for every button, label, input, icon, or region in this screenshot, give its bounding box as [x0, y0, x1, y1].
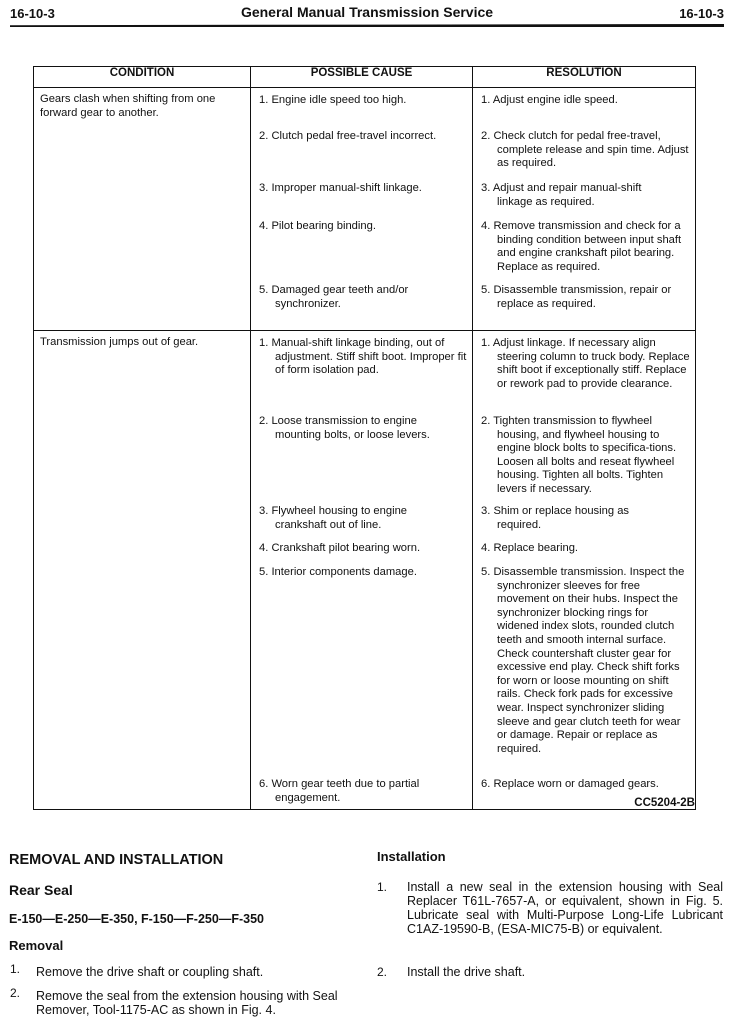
resolution-item: 2. Tighten transmission to flywheel housing, and flywheel housing to engine block bolts to specifica-tions. Loosen all bolts and reseat flywheel housing. Tighten all bolts. Tighten levers if necessary. [481, 415, 677, 495]
column-header-cause: POSSIBLE CAUSE [251, 67, 473, 88]
model-list: E-150—E-250—E-350, F-150—F-250—F-350 [9, 912, 264, 926]
cause-item: 2. Clutch pedal free-travel incorrect. [259, 130, 437, 142]
cause-item: 3. Improper manual-shift linkage. [259, 182, 422, 194]
installation-step: Install a new seal in the extension housing with Seal Replacer T61L-7657-A, or equivalent, shown in Fig. 5. Lubricate seal with Multi-Purpose Long-Life Lubricant C1AZ-19590-B, (ESA-MIC75-B) or equivalent. [407, 880, 723, 936]
troubleshooting-table [33, 66, 696, 810]
cause-item: 1. Manual-shift linkage binding, out of adjustment. Stiff shift boot. Improper fit of form isolation pad. [259, 337, 467, 377]
subsection-title: Rear Seal [9, 882, 73, 898]
column-header-resolution: RESOLUTION [473, 67, 696, 88]
page-title: General Manual Transmission Service [240, 4, 494, 20]
step-number: 1. [10, 962, 21, 976]
table-row [34, 331, 696, 810]
resolution-item: 6. Replace worn or damaged gears. [481, 778, 659, 790]
step-number: 2. [377, 965, 388, 979]
resolution-item: 5. Disassemble transmission, repair or replace as required. [481, 284, 672, 310]
header-rule [10, 24, 724, 27]
cause-cell [251, 88, 473, 331]
installation-step: Install the drive shaft. [407, 965, 526, 979]
removal-step: Remove the seal from the extension housing with Seal Remover, Tool-1175-AC as shown in Fig. 4. [36, 989, 338, 1017]
condition-text: Gears clash when shifting from one forward gear to another. [40, 93, 216, 119]
cause-item: 3. Flywheel housing to engine crankshaft out of line. [259, 505, 408, 531]
installation-title: Installation [377, 849, 446, 864]
page-header [10, 3, 724, 23]
cause-item: 4. Pilot bearing binding. [259, 220, 376, 232]
resolution-cell [473, 88, 696, 331]
resolution-item: 3. Adjust and repair manual-shift linkage as required. [481, 182, 642, 208]
step-number: 2. [10, 986, 21, 1000]
resolution-item: 2. Check clutch for pedal free-travel, complete release and spin time. Adjust as required. [481, 130, 689, 170]
resolution-item: 1. Adjust engine idle speed. [481, 94, 618, 106]
condition-text: Transmission jumps out of gear. [40, 336, 199, 348]
column-header-condition: CONDITION [34, 67, 251, 88]
resolution-item: 4. Replace bearing. [481, 542, 579, 554]
page-number-right: 16-10-3 [679, 6, 724, 21]
table-row [34, 88, 696, 331]
figure-code: CC5204-2B [634, 797, 695, 809]
section-title: REMOVAL AND INSTALLATION [9, 852, 224, 868]
resolution-item: 4. Remove transmission and check for a binding condition between input shaft and engine crankshaft pilot bearing. Replace as required. [481, 220, 682, 273]
page-number-left: 16-10-3 [10, 6, 55, 21]
cause-item: 5. Interior components damage. [259, 566, 417, 578]
resolution-cell [473, 331, 696, 810]
cause-item: 5. Damaged gear teeth and/or synchronizer. [259, 284, 409, 310]
condition-cell [34, 331, 251, 810]
removal-title: Removal [9, 938, 64, 953]
resolution-item: 1. Adjust linkage. If necessary align steering column to truck body. Replace shift boot if exceptionally stiff. Replace or rework pad to provide clearance. [481, 337, 690, 390]
cause-item: 2. Loose transmission to engine mounting bolts, or loose levers. [259, 415, 430, 441]
condition-cell [34, 88, 251, 331]
cause-item: 4. Crankshaft pilot bearing worn. [259, 542, 421, 554]
cause-cell [251, 331, 473, 810]
cause-item: 6. Worn gear teeth due to partial engagement. [259, 778, 420, 804]
resolution-item: 5. Disassemble transmission. Inspect the synchronizer sleeves for free movement on their hubs. Inspect the synchronizer blocking rings for widened index slots, rounded clutch teeth and smooth internal surface. Check countershaft cluster gear for excessive end play. Check shift forks for worn or loose mounting on shift rails. Check fork pads for excessive wear. Inspect synchronizer sliding sleeve and gear clutch teeth for wear or damage. Repair or replace as required. [481, 566, 685, 755]
table-header-row [34, 67, 696, 88]
step-number: 1. [377, 880, 388, 894]
removal-step: Remove the drive shaft or coupling shaft. [36, 965, 264, 979]
cause-item: 1. Engine idle speed too high. [259, 94, 407, 106]
resolution-item: 3. Shim or replace housing as required. [481, 505, 630, 531]
